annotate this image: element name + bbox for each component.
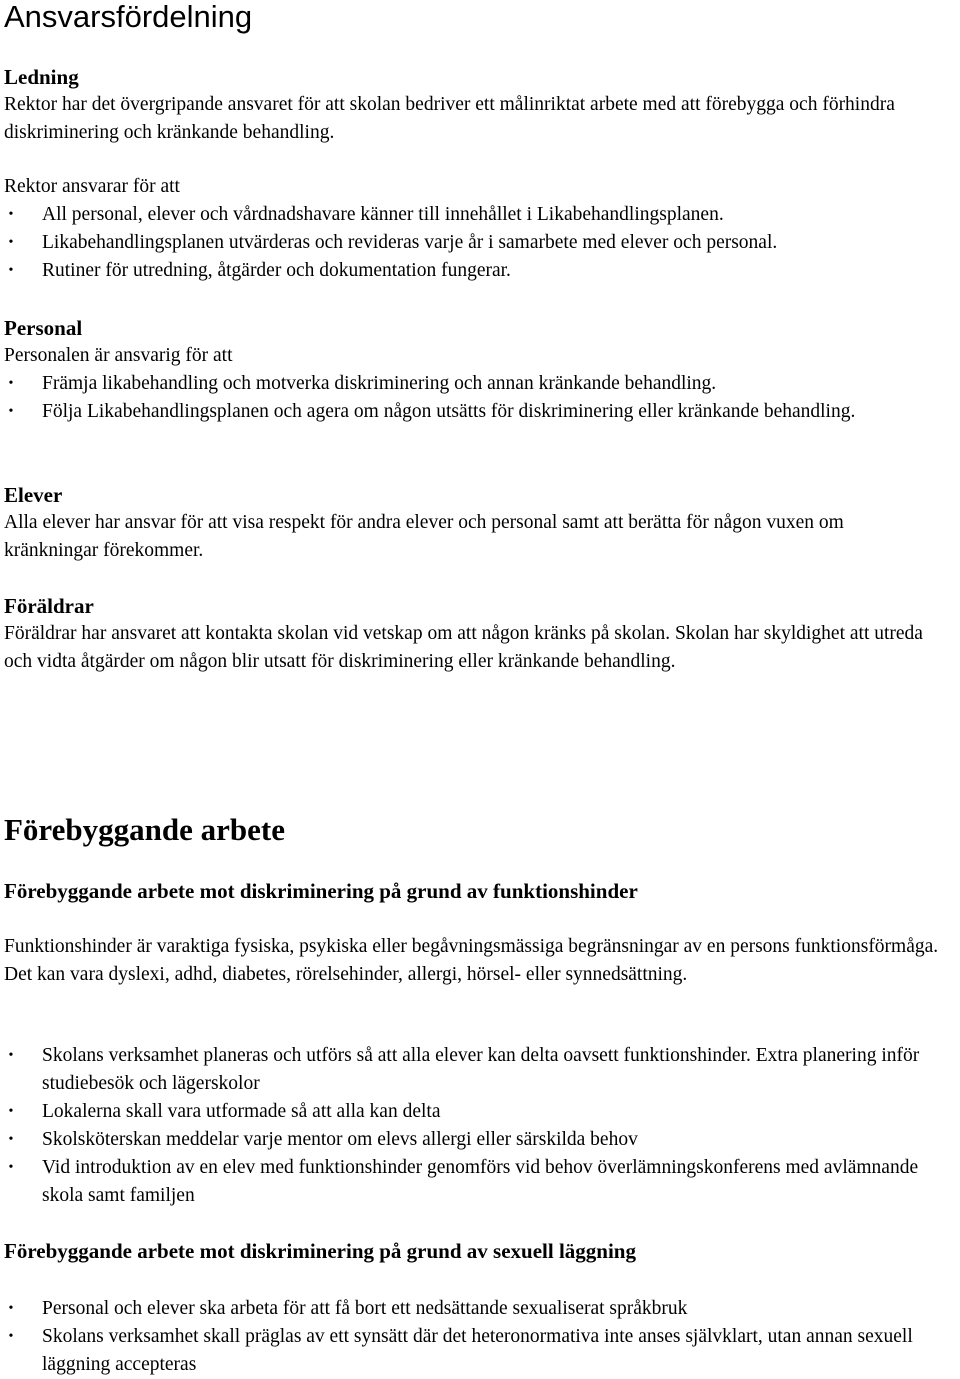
bullet-icon: • bbox=[8, 403, 14, 419]
heading-sexuell-laggning: Förebyggande arbete mot diskriminering på grund av sexuell läggning bbox=[4, 1239, 636, 1263]
heading-ledning: Ledning bbox=[4, 65, 79, 89]
heading-funktionshinder: Förebyggande arbete mot diskriminering på grund av funktionshinder bbox=[4, 879, 638, 903]
funktionshinder-text: Funktionshinder är varaktiga fysiska, psykiska eller begåvningsmässiga begränsningar av en persons funktionsförmåga. Det kan vara dyslexi, adhd, diabetes, rörelsehinder, allergi, hörsel- eller synnedsättning. bbox=[4, 936, 939, 985]
funktionshinder-list bbox=[4, 1042, 956, 1210]
list-item: • Personal och elever ska arbeta för att få bort ett nedsättande sexualiserat språkbruk bbox=[4, 1295, 956, 1323]
bullet-icon: • bbox=[8, 1329, 14, 1344]
bullet-icon: • bbox=[8, 234, 14, 250]
ledning-text: Rektor har det övergripande ansvaret för att skolan bedriver ett målinriktat arbete med att förebygga och förhindra diskriminering och kränkande behandling. bbox=[4, 94, 895, 143]
page-title: Ansvarsfördelning bbox=[4, 0, 253, 34]
foraldrar-text: Föräldrar har ansvaret att kontakta skolan vid vetskap om att någon kränks på skolan. Skolan har skyldighet att utreda och vidta åtgärder om någon blir utsatt för diskriminering eller kränkande behandling. bbox=[4, 623, 923, 672]
list-item: • Likabehandlingsplanen utvärderas och revideras varje år i samarbete med elever och personal. bbox=[4, 229, 956, 257]
list-item: • Skolans verksamhet skall präglas av ett synsätt där det heteronormativa inte anses självklart, utan annan sexuell läggning accepteras bbox=[4, 1323, 956, 1379]
personal-list bbox=[4, 370, 956, 426]
ledning-list bbox=[4, 201, 956, 284]
list-item: • Lokalerna skall vara utformade så att alla kan delta bbox=[4, 1098, 956, 1126]
sexuell-laggning-list bbox=[4, 1295, 956, 1379]
elever-text: Alla elever har ansvar för att visa respekt för andra elever och personal samt att berätta för någon vuxen om kränkningar förekommer. bbox=[4, 512, 844, 561]
bullet-icon: • bbox=[8, 1104, 14, 1119]
bullet-icon: • bbox=[8, 262, 14, 278]
bullet-icon: • bbox=[8, 376, 14, 391]
heading-personal: Personal bbox=[4, 316, 83, 340]
list-item: • Följa Likabehandlingsplanen och agera om någon utsätts för diskriminering eller kränkande behandling. bbox=[4, 398, 956, 426]
ledning-intro: Rektor ansvarar för att bbox=[4, 176, 180, 197]
heading-foraldrar: Föräldrar bbox=[4, 594, 94, 618]
bullet-icon: • bbox=[8, 1301, 14, 1316]
bullet-icon: • bbox=[8, 207, 14, 222]
list-item: • All personal, elever och vårdnadshavare känner till innehållet i Likabehandlingsplanen. bbox=[4, 201, 956, 229]
list-item: • Skolsköterskan meddelar varje mentor om elevs allergi eller särskilda behov bbox=[4, 1126, 956, 1154]
bullet-icon: • bbox=[8, 1132, 14, 1147]
bullet-icon: • bbox=[8, 1048, 14, 1063]
list-item: • Vid introduktion av en elev med funktionshinder genomförs vid behov överlämningskonferens med avlämnande skola samt familjen bbox=[4, 1154, 956, 1210]
personal-intro: Personalen är ansvarig för att bbox=[4, 345, 233, 366]
section-title-forebyggande: Förebyggande arbete bbox=[4, 812, 285, 847]
list-item: • Skolans verksamhet planeras och utförs så att alla elever kan delta oavsett funktionshinder. Extra planering inför studiebesök och lägerskolor bbox=[4, 1042, 956, 1098]
heading-elever: Elever bbox=[4, 483, 63, 507]
list-item: • Främja likabehandling och motverka diskriminering och annan kränkande behandling. bbox=[4, 370, 956, 398]
list-item: • Rutiner för utredning, åtgärder och dokumentation fungerar. bbox=[4, 257, 956, 285]
bullet-icon: • bbox=[8, 1160, 14, 1175]
